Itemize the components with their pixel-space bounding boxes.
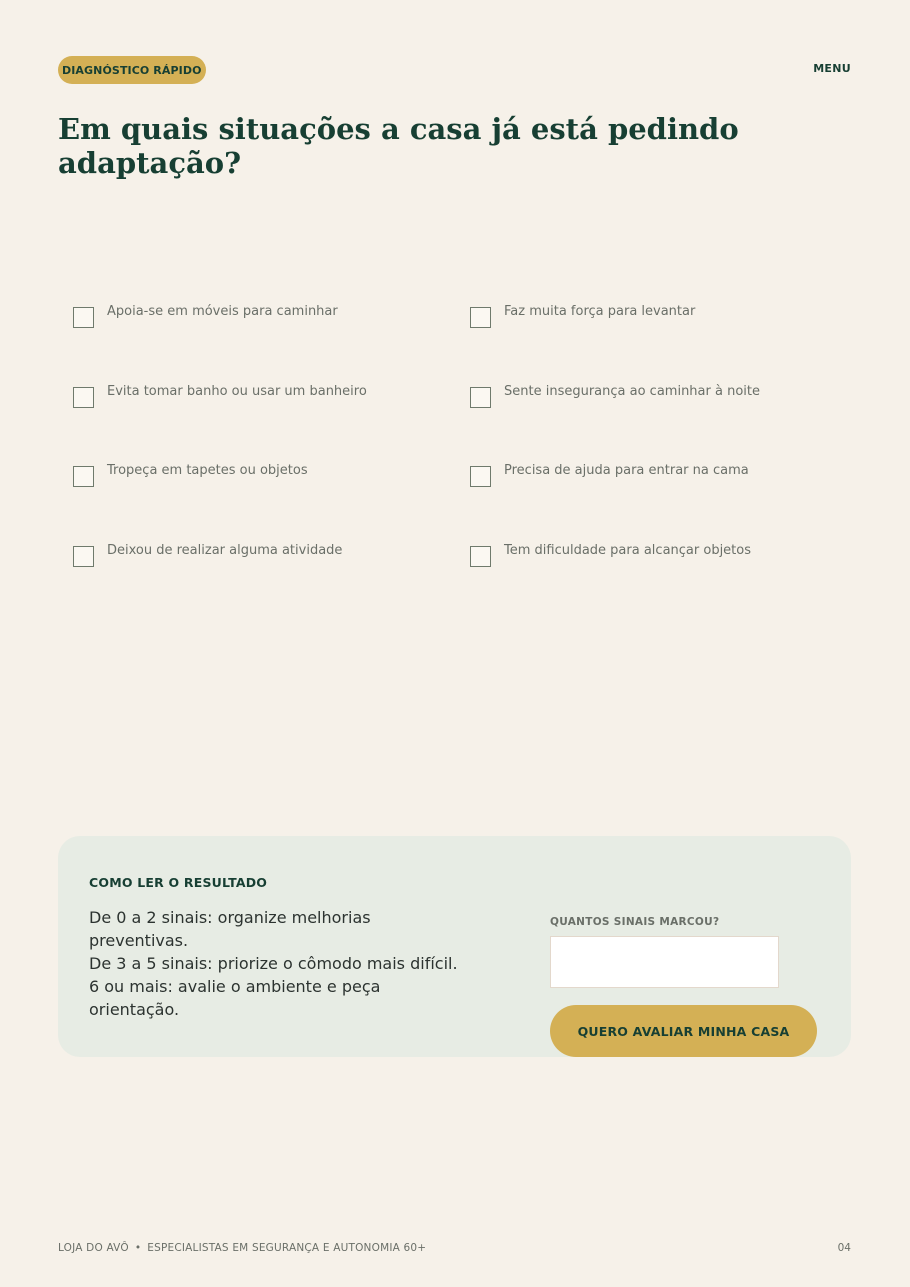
signal-count-input[interactable] — [550, 936, 779, 988]
checklist-item-label: Tem dificuldade para alcançar objetos — [504, 543, 751, 558]
checklist-item[interactable] — [470, 303, 695, 328]
checkbox[interactable] — [470, 307, 491, 328]
checkbox[interactable] — [470, 546, 491, 567]
diagnostic-badge: DIAGNÓSTICO RÁPIDO — [58, 56, 206, 84]
brand-tagline: ESPECIALISTAS EM SEGURANÇA E AUTONOMIA 60+ — [147, 1242, 427, 1254]
checklist-item-label: Tropeça em tapetes ou objetos — [107, 463, 308, 478]
checkbox[interactable] — [73, 466, 94, 487]
result-line: 6 ou mais: avalie o ambiente e peça orientação. — [89, 977, 381, 1019]
checklist-item-label: Precisa de ajuda para entrar na cama — [504, 463, 749, 478]
checklist-item-label: Apoia-se em móveis para caminhar — [107, 304, 338, 319]
signal-count-label: QUANTOS SINAIS MARCOU? — [550, 916, 720, 928]
footer-brand — [58, 1242, 426, 1254]
menu-button[interactable]: MENU — [813, 62, 851, 75]
checklist-item[interactable] — [470, 383, 760, 408]
checkbox[interactable] — [73, 387, 94, 408]
result-line: De 3 a 5 sinais: priorize o cômodo mais difícil. — [89, 954, 458, 973]
checklist-item-label: Faz muita força para levantar — [504, 304, 696, 319]
result-heading: COMO LER O RESULTADO — [89, 875, 268, 890]
checklist-item[interactable] — [73, 542, 342, 567]
result-line: De 0 a 2 sinais: organize melhorias preventivas. — [89, 908, 371, 950]
evaluate-home-button[interactable]: QUERO AVALIAR MINHA CASA — [550, 1005, 817, 1057]
checklist-item[interactable] — [73, 383, 367, 408]
checklist-item[interactable] — [470, 542, 751, 567]
page-number: 04 — [837, 1242, 851, 1254]
checklist-item[interactable] — [73, 462, 308, 487]
page-title: Em quais situações a casa já está pedindo adaptação? — [58, 112, 739, 180]
checklist-item-label: Evita tomar banho ou usar um banheiro — [107, 384, 367, 399]
checklist-item-label: Deixou de realizar alguma atividade — [107, 543, 343, 558]
checklist-item[interactable] — [73, 303, 338, 328]
checkbox[interactable] — [470, 387, 491, 408]
checkbox[interactable] — [73, 546, 94, 567]
result-card — [58, 836, 851, 1057]
checklist-item[interactable] — [470, 462, 749, 487]
checkbox[interactable] — [470, 466, 491, 487]
brand-name: LOJA DO AVÔ — [58, 1242, 129, 1254]
result-guidance — [89, 906, 474, 1021]
checkbox[interactable] — [73, 307, 94, 328]
footer-separator: • — [134, 1242, 142, 1254]
checklist-item-label: Sente insegurança ao caminhar à noite — [504, 384, 760, 399]
